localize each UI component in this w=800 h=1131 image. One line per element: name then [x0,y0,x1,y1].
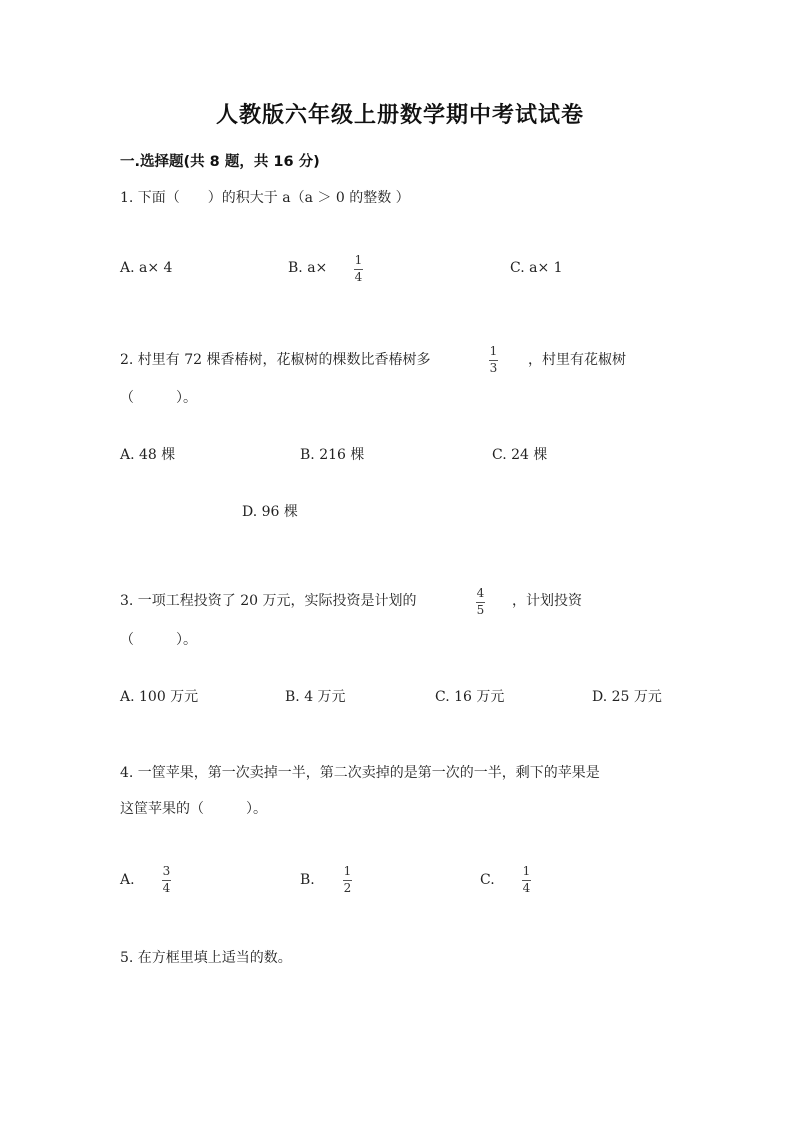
fraction-numerator: 1 [522,864,531,878]
fraction-denominator: 5 [476,603,485,617]
question-2-stem-part-1: 2. 村里有 72 棵香椿树，花椒树的棵数比香椿树多 [120,352,431,368]
fraction-denominator: 2 [343,881,352,895]
fraction-numerator: 1 [489,344,498,358]
question-4-stem-line-1: 4. 一筐苹果，第一次卖掉一半，第二次卖掉的是第一次的一半，剩下的苹果是 [120,765,600,781]
question-4-option-b-fraction [343,865,352,895]
question-5-stem: 5. 在方框里填上适当的数。 [120,950,292,966]
fraction-denominator: 4 [354,270,363,284]
fraction-denominator: 3 [489,361,498,375]
question-2-stem-part-2: ，村里有花椒树 [528,352,626,368]
question-3-option-b: B. 4 万元 [285,689,346,705]
question-3-stem-fraction [476,587,485,617]
question-2-stem-blank: （ ）。 [120,390,197,406]
fraction-numerator: 4 [476,586,485,600]
question-1-option-c: C. a× 1 [510,260,563,276]
question-4-option-c-fraction [522,865,531,895]
question-2-option-a: A. 48 棵 [120,447,176,463]
question-1-option-b-fraction [354,254,363,284]
fraction-denominator: 4 [162,881,171,895]
section-heading: 一.选择题(共 8 题，共 16 分) [120,154,320,170]
question-4-option-a: A. [120,872,135,888]
question-3-option-c: C. 16 万元 [435,689,505,705]
fraction-denominator: 4 [522,881,531,895]
question-2-option-b: B. 216 棵 [300,447,365,463]
question-1-stem: 1. 下面（ ）的积大于 a（a ＞ 0 的整数 ） [120,190,410,206]
question-2-option-c: C. 24 棵 [492,447,548,463]
question-3-stem-part-2: ，计划投资 [512,593,582,609]
page-title: 人教版六年级上册数学期中考试试卷 [215,103,584,128]
fraction-numerator: 3 [162,864,171,878]
question-4-option-c: C. [480,872,495,888]
question-4-stem-line-2: 这筐苹果的（ ）。 [120,801,267,817]
fraction-numerator: 1 [343,864,352,878]
question-2-stem-fraction [489,345,498,375]
question-3-stem-part-1: 3. 一项工程投资了 20 万元，实际投资是计划的 [120,593,417,609]
question-4-option-a-fraction [162,865,171,895]
question-3-stem-blank: （ ）。 [120,632,197,648]
question-4-option-b: B. [300,872,315,888]
question-2-option-d: D. 96 棵 [242,504,298,520]
fraction-numerator: 1 [354,253,363,267]
question-3-option-d: D. 25 万元 [592,689,662,705]
question-1-option-b: B. a× [288,260,328,276]
question-1-option-a: A. a× 4 [120,260,173,276]
question-3-option-a: A. 100 万元 [120,689,199,705]
